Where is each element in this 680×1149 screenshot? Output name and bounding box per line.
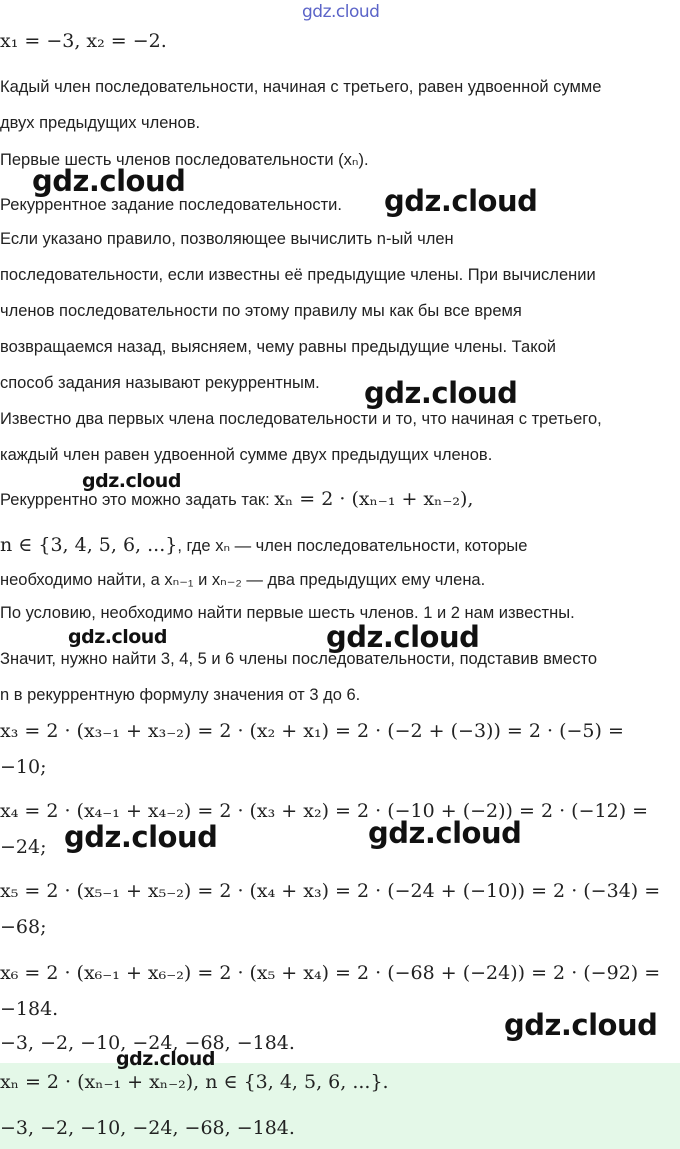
theory-line-5: способ задания называют рекуррентным. xyxy=(0,374,320,392)
watermark: gdz.cloud xyxy=(368,816,522,850)
x5-calculation: x₅ = 2 · (x₅₋₁ + x₅₋₂) = 2 · (x₄ + x₃) = 2 · (−24 + (−10)) = 2 · (−34) = xyxy=(0,880,661,902)
answer-box xyxy=(0,1063,680,1149)
watermark: gdz.cloud xyxy=(82,470,181,492)
plan-line-1: Значит, нужно найти 3, 4, 5 и 6 члены последовательности, подставив вместо xyxy=(0,650,598,668)
given-values: x₁ = −3, x₂ = −2. xyxy=(0,30,167,52)
watermark: gdz.cloud xyxy=(32,164,186,198)
x5-result: −68; xyxy=(0,916,47,938)
index-set: n ∈ {3, 4, 5, 6, ...} xyxy=(0,534,178,556)
recurrence-formula: xₙ = 2 · (xₙ₋₁ + xₙ₋₂), xyxy=(274,488,474,510)
watermark: gdz.cloud xyxy=(504,1008,658,1042)
known-terms-line: По условию, необходимо найти первые шесть членов. 1 и 2 нам известны. xyxy=(0,604,575,622)
x3-result: −10; xyxy=(0,756,47,778)
plan-line-2: n в рекуррентную формулу значения от 3 до 6. xyxy=(0,686,361,704)
watermark: gdz.cloud xyxy=(326,620,480,654)
explanation-line: необходимо найти, а xₙ₋₁ и xₙ₋₂ — два предыдущих ему члена. xyxy=(0,571,486,589)
domain-line xyxy=(0,534,527,556)
top-watermark: gdz.cloud xyxy=(302,2,380,22)
answer-sequence: −3, −2, −10, −24, −68, −184. xyxy=(0,1117,295,1139)
answer-formula: xₙ = 2 · (xₙ₋₁ + xₙ₋₂), n ∈ {3, 4, 5, 6, ...}. xyxy=(0,1071,389,1093)
watermark: gdz.cloud xyxy=(364,376,518,410)
known-line-2: каждый член равен удвоенной сумме двух предыдущих членов. xyxy=(0,446,493,464)
theory-line-2: последовательности, если известны её предыдущие члены. При вычислении xyxy=(0,266,596,284)
watermark: gdz.cloud xyxy=(384,184,538,218)
condition-line-2: двух предыдущих членов. xyxy=(0,114,201,132)
watermark: gdz.cloud xyxy=(64,820,218,854)
watermark: gdz.cloud xyxy=(116,1048,215,1070)
x4-result: −24; xyxy=(0,836,47,858)
known-line-1: Известно два первых члена последовательности и то, что начиная с третьего, xyxy=(0,410,602,428)
find-statement: Первые шесть членов последовательности (xₙ). xyxy=(0,151,369,169)
theory-line-1: Если указано правило, позволяющее вычислить n-ый член xyxy=(0,230,454,248)
condition-line-1: Кадый член последовательности, начиная с третьего, равен удвоенной сумме xyxy=(0,78,602,96)
theory-line-3: членов последовательности по этому правилу мы как бы все время xyxy=(0,302,522,320)
x3-calculation: x₃ = 2 · (x₃₋₁ + x₃₋₂) = 2 · (x₂ + x₁) = 2 · (−2 + (−3)) = 2 · (−5) = xyxy=(0,720,624,742)
section-heading: Рекуррентное задание последовательности. xyxy=(0,196,342,214)
x6-result: −184. xyxy=(0,998,59,1020)
recurrence-line xyxy=(0,488,473,510)
domain-text: , где xₙ — член последовательности, которые xyxy=(177,537,528,555)
watermark: gdz.cloud xyxy=(68,626,167,648)
x6-calculation: x₆ = 2 · (x₆₋₁ + x₆₋₂) = 2 · (x₅ + x₄) = 2 · (−68 + (−24)) = 2 · (−92) = xyxy=(0,962,661,984)
sequence-result: −3, −2, −10, −24, −68, −184. xyxy=(0,1032,295,1054)
x4-calculation: x₄ = 2 · (x₄₋₁ + x₄₋₂) = 2 · (x₃ + x₂) = 2 · (−10 + (−2)) = 2 · (−12) = xyxy=(0,800,649,822)
theory-line-4: возвращаемся назад, выясняем, чему равны предыдущие члены. Такой xyxy=(0,338,556,356)
recurrence-text: Рекуррентно это можно задать так: xyxy=(0,491,275,509)
